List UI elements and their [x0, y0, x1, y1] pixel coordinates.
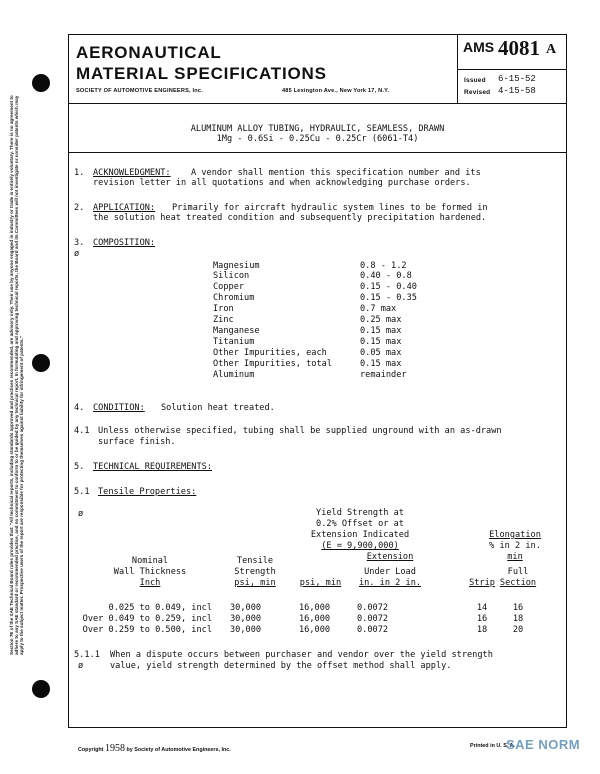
s51-number: 5.1 — [74, 487, 90, 497]
comp-element: Other Impurities, total — [213, 359, 332, 369]
tr-thickness: Over 0.049 to 0.259, incl — [82, 614, 212, 624]
comp-element: Copper — [213, 282, 245, 292]
comp-element: Chromium — [213, 293, 255, 303]
s5-number: 5. — [74, 462, 85, 472]
header-address: 485 Lexington Ave., New York 17, N.Y. — [282, 88, 390, 94]
comp-value: 0.15 - 0.35 — [360, 293, 417, 303]
s511-change-mark: ø — [78, 661, 84, 671]
tr-tensile: 30,000 — [230, 625, 262, 635]
s3-number: 3. — [74, 238, 85, 248]
comp-element: Aluminum — [213, 370, 255, 380]
issued-label: Issued — [464, 77, 486, 84]
s41-text-line1: Unless otherwise specified, tubing shall be supplied unground with an as-drawn — [98, 426, 502, 436]
th-elong-line2: % in 2 in. — [489, 541, 541, 551]
s2-number: 2. — [74, 203, 85, 213]
th-extension-line2: Under Load — [364, 567, 416, 577]
header-left — [68, 34, 457, 104]
tr-full: 20 — [512, 625, 524, 635]
comp-element: Iron — [213, 304, 234, 314]
tr-full: 18 — [512, 614, 524, 624]
footer-copyright — [78, 743, 231, 754]
copyright-year: 1958 — [104, 743, 125, 754]
s1-number: 1. — [74, 168, 85, 178]
s3-heading: COMPOSITION: — [93, 238, 156, 248]
th-yield-line1: Yield Strength at — [316, 508, 404, 518]
th-psi-min: psi, min — [234, 578, 276, 588]
ams-prefix: AMS — [463, 39, 495, 55]
side-disclaimer-text: Section 7E of the SAE Technical Board rules provides that: "All technical reports, including standards approved and practices recommended, are advisory only. Their use by anyone engaged in industry or trade is entirely voluntary. There is no agreement to adhere to any SAE standard or recommended practice, and no commitment to conform to or be guided by any technical report. In formulating and approving technical reports, the Board and its Committees will not investigate or consider patents which may apply to the subject matter. Prospective users of the report are responsible for protecting themselves against liability for infringement of patents." — [9, 95, 24, 655]
comp-element: Titanium — [213, 337, 255, 347]
tr-extension: 0.0072 — [357, 625, 389, 635]
comp-value: 0.8 - 1.2 — [360, 261, 407, 271]
tr-strip: 18 — [476, 625, 488, 635]
s511-text-line2: value, yield strength determined by the offset method shall apply. — [110, 661, 452, 671]
comp-value: 0.15 max — [360, 337, 402, 347]
comp-value: 0.15 max — [360, 359, 402, 369]
binder-hole-bottom — [32, 680, 50, 698]
s41-number: 4.1 — [74, 426, 90, 436]
s511-text-line1: When a dispute occurs between purchaser and vendor over the yield strength — [110, 650, 493, 660]
footer-printed: Printed in U. S. A. — [470, 743, 516, 749]
ams-number: 4081 — [498, 36, 540, 60]
tr-full: 16 — [512, 603, 524, 613]
binder-hole-top — [32, 74, 50, 92]
tr-extension: 0.0072 — [357, 603, 389, 613]
s511-number: 5.1.1 — [74, 650, 100, 660]
tr-strip: 16 — [476, 614, 488, 624]
revised-date: 4-15-58 — [498, 86, 536, 96]
th-full-line1: Full — [507, 567, 529, 577]
doc-title-line1: ALUMINUM ALLOY TUBING, HYDRAULIC, SEAMLESS, DRAWN — [190, 124, 445, 134]
watermark-logo: SAE NORM — [506, 737, 581, 752]
th-yield-psi-min: psi, min — [299, 578, 342, 588]
s51-change-mark: ø — [78, 509, 84, 519]
tr-thickness: 0.025 to 0.049, incl — [108, 603, 212, 613]
title-divider — [68, 152, 567, 153]
comp-value: 0.7 max — [360, 304, 397, 314]
th-inch: Inch — [139, 578, 161, 588]
s3-change-mark: ø — [74, 249, 80, 259]
th-full-line2: Section — [499, 578, 537, 588]
doc-title-line2: 1Mg - 0.6Si - 0.25Cu - 0.25Cr (6061-T4) — [216, 134, 419, 144]
header-divider — [68, 103, 567, 104]
header-title-line2: MATERIAL SPECIFICATIONS — [76, 64, 327, 83]
comp-element: Other Impurities, each — [213, 348, 327, 358]
th-yield-line2: 0.2% Offset or at — [316, 519, 404, 529]
issued-date: 6-15-52 — [498, 74, 536, 84]
tr-thickness: Over 0.259 to 0.500, incl — [82, 625, 212, 635]
comp-element: Zinc — [213, 315, 234, 325]
comp-value: 0.15 - 0.40 — [360, 282, 417, 292]
tr-yield: 16,000 — [299, 603, 331, 613]
comp-element: Magnesium — [213, 261, 260, 271]
s5-heading: TECHNICAL REQUIREMENTS: — [93, 462, 212, 472]
th-elong-line3: min — [507, 552, 523, 562]
th-nominal: Nominal — [131, 556, 169, 566]
th-extension-line1: Extension — [366, 552, 414, 562]
s1-heading: ACKNOWLEDGMENT: — [93, 168, 171, 178]
s4-number: 4. — [74, 403, 85, 413]
tr-yield: 16,000 — [299, 625, 331, 635]
th-strength: Strength — [234, 567, 276, 577]
comp-element: Manganese — [213, 326, 260, 336]
s51-heading: Tensile Properties: — [98, 487, 197, 497]
tr-tensile: 30,000 — [230, 614, 262, 624]
header-society: SOCIETY OF AUTOMOTIVE ENGINEERS, Inc. — [76, 88, 203, 94]
th-tensile: Tensile — [236, 556, 274, 566]
s1-text-line2: revision letter in all quotations and when acknowledging purchase orders. — [93, 178, 471, 188]
tr-extension: 0.0072 — [357, 614, 389, 624]
revised-label: Revised — [464, 89, 491, 96]
th-strip: Strip — [469, 578, 495, 588]
side-disclaimer — [10, 95, 24, 655]
header-right — [457, 34, 567, 104]
ams-revision: A — [546, 42, 557, 57]
s2-heading: APPLICATION: — [93, 203, 156, 213]
tr-yield: 16,000 — [299, 614, 331, 624]
s1-text-line1: A vendor shall mention this specification number and its — [191, 168, 481, 178]
header-title-line1: AERONAUTICAL — [76, 43, 222, 62]
comp-value: 0.40 - 0.8 — [360, 271, 412, 281]
s2-text-line2: the solution heat treated condition and subsequently precipitation hardened. — [93, 213, 487, 223]
comp-value: 0.15 max — [360, 326, 402, 336]
ams-number-box — [458, 34, 566, 70]
copyright-by: by Society of Automotive Engineers, Inc. — [126, 747, 231, 753]
tr-strip: 14 — [476, 603, 488, 613]
th-wall-thickness: Wall Thickness — [113, 567, 187, 577]
copyright-label: Copyright — [78, 747, 104, 753]
comp-value: 0.25 max — [360, 315, 402, 325]
th-yield-line3: Extension Indicated — [310, 530, 410, 540]
binder-hole-middle — [32, 354, 50, 372]
comp-value: remainder — [360, 370, 407, 380]
s41-text-line2: surface finish. — [98, 437, 176, 447]
comp-value: 0.05 max — [360, 348, 402, 358]
th-yield-line4: (E = 9,900,000) — [321, 541, 399, 551]
tr-tensile: 30,000 — [230, 603, 262, 613]
s4-text: Solution heat treated. — [161, 403, 275, 413]
th-extension-line3: in. in 2 in. — [358, 578, 422, 588]
s4-heading: CONDITION: — [93, 403, 145, 413]
comp-element: Silicon — [213, 271, 250, 281]
th-elong-line1: Elongation — [489, 530, 541, 540]
s2-text-line1: Primarily for aircraft hydraulic system lines to be formed in — [172, 203, 488, 213]
